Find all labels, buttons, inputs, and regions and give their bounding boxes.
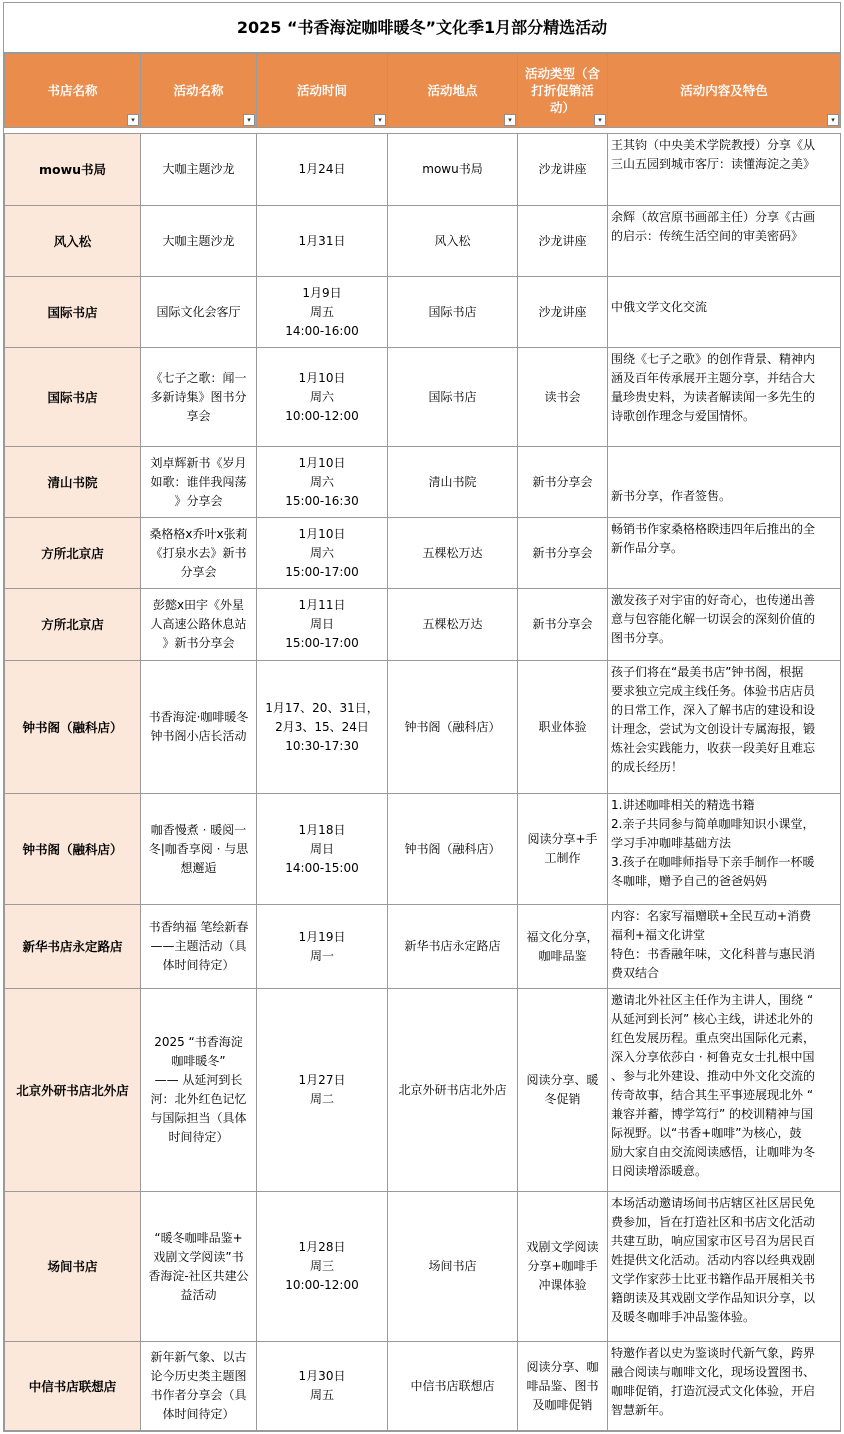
cell-activity-location[interactable] xyxy=(388,661,518,794)
cell-activity-description-line: 量珍贵史料，为读者解读闻一多先生的 xyxy=(611,390,816,404)
filter-dropdown-icon[interactable]: ▾ xyxy=(243,114,255,126)
cell-activity-type[interactable] xyxy=(518,134,608,206)
cell-activity-name-line: 彭懿x田宇《外星 xyxy=(152,598,245,612)
cell-activity-type[interactable] xyxy=(518,277,608,348)
filter-dropdown-icon[interactable]: ▾ xyxy=(127,114,139,126)
cell-store-name[interactable]: 钟书阁（融科店） xyxy=(5,794,141,905)
cell-store-name[interactable]: 中信书店联想店 xyxy=(5,1342,141,1431)
cell-activity-description[interactable] xyxy=(608,447,841,518)
cell-activity-description[interactable] xyxy=(608,348,841,447)
cell-activity-name-line: “暖冬咖啡品鉴+ xyxy=(154,1230,243,1245)
cell-activity-time[interactable] xyxy=(257,794,388,905)
cell-activity-time-line: 1月9日 xyxy=(302,285,342,300)
cell-activity-description-line: 王其钧（中央美术学院教授）分享《从 xyxy=(611,138,816,152)
cell-activity-location[interactable] xyxy=(388,134,518,206)
cell-activity-description-line: 文学作家莎士比亚书籍作品开展相关书 xyxy=(611,1272,816,1286)
table-body xyxy=(5,128,841,1431)
cell-activity-description[interactable] xyxy=(608,1342,841,1431)
cell-activity-time-line: 1月10日 xyxy=(298,455,346,470)
cell-activity-time[interactable] xyxy=(257,277,388,348)
table-row xyxy=(5,447,841,518)
cell-activity-time-line: 周五 xyxy=(309,304,334,319)
cell-activity-type-line: 冲课体验 xyxy=(538,1278,587,1292)
cell-activity-type-line: 及咖啡促销 xyxy=(532,1397,593,1412)
cell-activity-type-line: 阅读分享+手 xyxy=(527,832,598,846)
cell-activity-name-line: 分享会 xyxy=(180,564,217,579)
cell-activity-time-line: 14:00-15:00 xyxy=(285,860,359,875)
cell-activity-time[interactable] xyxy=(257,134,388,206)
cell-activity-description-line: 及暖冬咖啡手冲品鉴体验。 xyxy=(611,1310,756,1324)
cell-activity-name-line: 香海淀-社区共建公 xyxy=(148,1268,249,1283)
cell-store-name[interactable]: 新华书店永定路店 xyxy=(5,905,141,989)
cell-activity-time[interactable] xyxy=(257,661,388,794)
cell-activity-location-line: mowu书局 xyxy=(422,162,483,176)
cell-activity-location-line: 国际书店 xyxy=(428,389,477,404)
cell-activity-name-line: 与国际担当（具体 xyxy=(150,1111,247,1125)
cell-activity-name-line: 体时间待定） xyxy=(162,958,235,972)
cell-activity-name-line: 《七子之歌：闻一 xyxy=(150,370,247,385)
cell-store-name[interactable]: 钟书阁（融科店） xyxy=(5,661,141,794)
cell-activity-name-line: 《打泉水去》新书 xyxy=(150,545,247,560)
table-row xyxy=(5,589,841,661)
header-label: 活动类型（含打折促销活动） xyxy=(524,66,600,115)
cell-activity-time-line: 1月10日 xyxy=(298,526,346,541)
cell-activity-name-line: 如歌：谁伴我闯荡 xyxy=(150,474,247,489)
cell-activity-description-line: 共建互助，响应国家市区号召为居民百 xyxy=(611,1234,816,1248)
cell-activity-description-line: 费双结合 xyxy=(611,966,660,980)
cell-activity-description-line: 畅销书作家桑格格睽违四年后推出的全 xyxy=(611,522,816,536)
header-label: 书店名称 xyxy=(47,83,98,98)
cell-activity-time-line: 1月10日 xyxy=(298,370,346,385)
cell-activity-time-line: 周五 xyxy=(309,1388,334,1402)
header-row xyxy=(5,54,841,128)
cell-activity-name[interactable] xyxy=(141,989,257,1192)
cell-activity-name-line: 国际文化会客厅 xyxy=(156,304,241,319)
cell-activity-time-line: 1月24日 xyxy=(298,162,346,176)
cell-activity-description-line: 费参加，旨在打造社区和书店文化活动 xyxy=(611,1215,816,1229)
cell-activity-description-line: 余辉（故宫原书画部主任）分享《古画 xyxy=(611,210,816,224)
header-label: 活动时间 xyxy=(296,83,347,98)
cell-activity-description-line: 融合阅读与咖啡文化，现场设置图书、 xyxy=(611,1365,816,1379)
cell-activity-description-line: 3.孩子在咖啡师指导下亲手制作一杯暖 xyxy=(611,855,815,869)
cell-activity-type-line: 分享+咖啡手 xyxy=(527,1259,598,1273)
cell-activity-description[interactable] xyxy=(608,589,841,661)
cell-activity-time-line: 10:00-12:00 xyxy=(285,408,359,423)
header-label: 活动地点 xyxy=(427,83,478,98)
cell-activity-time-line: 周日 xyxy=(309,841,334,856)
cell-activity-time[interactable] xyxy=(257,447,388,518)
cell-activity-name-line: 大咖主题沙龙 xyxy=(162,233,235,248)
cell-activity-location-line: 钟书阁（融科店） xyxy=(404,841,501,856)
cell-activity-location[interactable] xyxy=(388,905,518,989)
header-location xyxy=(388,54,518,128)
cell-store-name[interactable]: 国际书店 xyxy=(5,348,141,447)
table-row xyxy=(5,134,841,206)
cell-activity-description-line: 2.亲子共同参与简单咖啡知识小课堂， xyxy=(611,817,815,831)
cell-activity-location-line: 新华书店永定路店 xyxy=(404,939,501,953)
cell-activity-description-line xyxy=(611,468,837,487)
cell-activity-time-line: 15:00-17:00 xyxy=(285,564,359,579)
cell-store-name[interactable]: 场间书店 xyxy=(5,1192,141,1342)
cell-activity-time-line: 1月19日 xyxy=(298,929,346,944)
cell-activity-name[interactable] xyxy=(141,794,257,905)
cell-activity-description-line: 兼容并蓄，博学笃行” 的校训精神与国 xyxy=(611,1107,814,1121)
cell-activity-time-line: 1月11日 xyxy=(298,598,346,612)
cell-activity-name-line: 戏剧文学阅读”书 xyxy=(153,1249,244,1264)
cell-activity-name-line: 河：北外红色记忆 xyxy=(150,1092,247,1106)
cell-activity-location[interactable] xyxy=(388,447,518,518)
cell-activity-time-line: 14:00-16:00 xyxy=(285,323,359,338)
cell-activity-description[interactable] xyxy=(608,1192,841,1342)
cell-activity-description-line: 邀请北外社区主任作为主讲人，围绕 “ xyxy=(611,993,814,1007)
table-row xyxy=(5,661,841,794)
cell-activity-name-line: 冬|咖香享阅 · 与思 xyxy=(148,841,249,856)
cell-activity-time-line: 1月17、20、31日， xyxy=(265,700,379,715)
cell-activity-type-line: 啡品鉴、图书 xyxy=(526,1378,599,1393)
table-row xyxy=(5,905,841,989)
cell-activity-type-line: 沙龙讲座 xyxy=(538,162,587,176)
cell-activity-description-line: 、参与北外建设、推动中外文化交流的 xyxy=(611,1069,816,1083)
header-activity xyxy=(141,54,257,128)
cell-store-name[interactable]: 北京外研书店北外店 xyxy=(5,989,141,1192)
cell-activity-location[interactable] xyxy=(388,589,518,661)
activity-table xyxy=(4,53,841,1431)
cell-activity-time-line: 1月31日 xyxy=(298,233,346,248)
cell-activity-type[interactable] xyxy=(518,1192,608,1342)
cell-activity-name-line: 咖香慢煮 · 暖阅一 xyxy=(150,822,247,837)
filter-dropdown-icon[interactable]: ▾ xyxy=(827,114,839,126)
cell-activity-time[interactable] xyxy=(257,989,388,1192)
cell-activity-description-line: 要求独立完成主线任务。体验书店店员 xyxy=(611,684,816,698)
cell-activity-time-line: 2月3、15、24日 xyxy=(275,719,369,734)
cell-activity-location[interactable] xyxy=(388,989,518,1192)
cell-activity-type[interactable] xyxy=(518,348,608,447)
cell-activity-name-line: 论今历史类主题图 xyxy=(150,1369,247,1383)
cell-activity-description-line: 红色发展历程。重点突出国际化元素， xyxy=(611,1031,816,1045)
cell-activity-location-line: 清山书院 xyxy=(428,474,477,489)
cell-store-name[interactable]: 风入松 xyxy=(5,206,141,277)
cell-activity-time-line: 15:00-16:30 xyxy=(285,493,359,508)
cell-activity-time[interactable] xyxy=(257,905,388,989)
cell-activity-type-line: 新书分享会 xyxy=(532,617,593,631)
cell-activity-time-line: 周二 xyxy=(309,1092,334,1106)
cell-activity-description-line xyxy=(611,449,837,468)
cell-activity-location[interactable] xyxy=(388,794,518,905)
header-description xyxy=(608,54,841,128)
cell-activity-time[interactable] xyxy=(257,1342,388,1431)
cell-activity-description-line: 孩子们将在“最美书店”钟书阁，根据 xyxy=(611,665,804,679)
table-row xyxy=(5,794,841,905)
cell-activity-location[interactable] xyxy=(388,206,518,277)
cell-activity-description-line: 激发孩子对宇宙的好奇心，也传递出善 xyxy=(611,593,816,607)
cell-activity-name-line: 书作者分享会（具 xyxy=(150,1388,247,1402)
spreadsheet xyxy=(3,2,841,1432)
cell-activity-type[interactable] xyxy=(518,447,608,518)
cell-activity-description[interactable] xyxy=(608,277,841,348)
cell-activity-description-line: 围绕《七子之歌》的创作背景、精神内 xyxy=(611,352,816,366)
cell-activity-name-line: 想邂逅 xyxy=(180,860,217,875)
cell-activity-location-line: 场间书店 xyxy=(428,1259,477,1273)
cell-activity-time-line: 周六 xyxy=(309,545,334,560)
table-row xyxy=(5,518,841,589)
cell-activity-time[interactable] xyxy=(257,206,388,277)
cell-activity-location-line: 钟书阁（融科店） xyxy=(404,719,501,734)
cell-activity-location-line: 国际书店 xyxy=(428,304,477,319)
cell-store-name[interactable]: mowu书局 xyxy=(5,134,141,206)
filter-dropdown-icon[interactable]: ▾ xyxy=(374,114,386,126)
cell-activity-description-line: 炼社会实践能力，收获一段美好且难忘 xyxy=(611,741,816,755)
cell-activity-type[interactable] xyxy=(518,989,608,1192)
cell-activity-description-line: 计理念，尝试为文创设计专属海报，锻 xyxy=(611,722,816,736)
cell-activity-description[interactable] xyxy=(608,518,841,589)
cell-activity-type-line: 咖啡品鉴 xyxy=(538,948,587,963)
cell-activity-description[interactable] xyxy=(608,905,841,989)
cell-activity-name-line: 书香海淀·咖啡暖冬 xyxy=(148,710,249,724)
cell-activity-name-line: 享会 xyxy=(186,408,211,423)
cell-activity-time[interactable] xyxy=(257,589,388,661)
cell-activity-type-line: 冬促销 xyxy=(544,1092,581,1106)
cell-store-name[interactable]: 方所北京店 xyxy=(5,589,141,661)
cell-activity-description-line: 励大家自由交流阅读感悟，让咖啡为冬 xyxy=(611,1145,816,1159)
cell-activity-description-line: 特色：书香融年味，文化科普与惠民消 xyxy=(611,947,816,961)
header-type xyxy=(518,54,608,128)
cell-activity-name[interactable] xyxy=(141,348,257,447)
cell-activity-time-line: 1月27日 xyxy=(298,1073,346,1087)
cell-activity-type-line: 阅读分享、咖 xyxy=(526,1359,599,1374)
cell-activity-time-line: 周三 xyxy=(309,1259,334,1273)
cell-activity-name-line: 时间待定） xyxy=(168,1130,229,1144)
cell-activity-type-line: 福文化分享， xyxy=(526,929,599,944)
cell-activity-description-line: 三山五园到城市客厅：读懂海淀之美》 xyxy=(611,157,816,171)
cell-activity-name-line: ——主题活动（具 xyxy=(150,939,247,953)
cell-activity-description-line: 学习手冲咖啡基础方法 xyxy=(611,836,732,850)
cell-activity-description-line: 冬咖啡，赠予自己的爸爸妈妈 xyxy=(611,874,768,888)
cell-activity-type[interactable] xyxy=(518,905,608,989)
cell-activity-name[interactable] xyxy=(141,589,257,661)
cell-activity-name-line: 益活动 xyxy=(180,1287,217,1302)
cell-activity-description-line: 福利+福文化讲堂 xyxy=(611,928,706,942)
cell-activity-description-line: 涵及百年传承展开主题分享，并结合大 xyxy=(611,371,816,385)
cell-activity-type-line: 阅读分享、暖 xyxy=(526,1073,599,1087)
cell-activity-name[interactable] xyxy=(141,277,257,348)
cell-activity-location-line: 五棵松万达 xyxy=(422,617,483,631)
cell-activity-description[interactable] xyxy=(608,794,841,905)
cell-activity-description-line: 智慧新年。 xyxy=(611,1403,672,1417)
table-row xyxy=(5,277,841,348)
cell-activity-time[interactable] xyxy=(257,348,388,447)
cell-activity-location-line: 风入松 xyxy=(434,233,471,248)
cell-activity-description-line: 从延河到长河” 核心主线，讲述北外的 xyxy=(611,1012,814,1026)
table-row xyxy=(5,1192,841,1342)
cell-activity-time-line: 周日 xyxy=(309,617,334,631)
cell-activity-time-line: 周六 xyxy=(309,474,334,489)
cell-activity-name-line: 咖啡暖冬” xyxy=(171,1054,226,1068)
cell-activity-description-line: 的启示：传统生活空间的审美密码》 xyxy=(611,229,804,243)
cell-activity-name[interactable] xyxy=(141,905,257,989)
cell-activity-location[interactable] xyxy=(388,277,518,348)
cell-activity-description-line: 日阅读增添暖意。 xyxy=(611,1164,708,1178)
cell-activity-description-line: 的成长经历！ xyxy=(611,760,684,774)
header-label: 活动名称 xyxy=(173,83,224,98)
cell-activity-type[interactable] xyxy=(518,1342,608,1431)
cell-activity-location-line: 北京外研书店北外店 xyxy=(398,1082,507,1097)
table-row xyxy=(5,348,841,447)
cell-activity-description-line: 咖啡促销，打造沉浸式文化体验，开启 xyxy=(611,1384,816,1398)
cell-activity-time[interactable] xyxy=(257,1192,388,1342)
cell-activity-name-line: —— 从延河到长 xyxy=(154,1073,243,1087)
cell-activity-type[interactable] xyxy=(518,206,608,277)
cell-activity-location[interactable] xyxy=(388,348,518,447)
cell-activity-time-line: 1月28日 xyxy=(298,1240,346,1254)
cell-activity-description-line: 姓提供文化活动。活动内容以经典戏剧 xyxy=(611,1253,816,1267)
cell-activity-type-line: 沙龙讲座 xyxy=(538,233,587,248)
cell-store-name[interactable]: 清山书院 xyxy=(5,447,141,518)
cell-activity-description-line: 籍朗读及其戏剧文学作品知识分享，以 xyxy=(611,1291,816,1305)
cell-activity-type[interactable] xyxy=(518,661,608,794)
cell-activity-type-line: 职业体验 xyxy=(538,719,587,734)
filter-dropdown-icon[interactable]: ▾ xyxy=(594,114,606,126)
table-row xyxy=(5,206,841,277)
page-title: 2025 “书香海淀咖啡暖冬”文化季1月部分精选活动 xyxy=(4,3,840,53)
cell-activity-type-line: 新书分享会 xyxy=(532,545,593,560)
cell-activity-name-line: 刘卓辉新书《岁月 xyxy=(150,455,247,470)
cell-activity-time-line: 1月30日 xyxy=(298,1369,346,1383)
cell-activity-type-line: 工制作 xyxy=(544,851,581,865)
cell-activity-location[interactable] xyxy=(388,518,518,589)
cell-activity-location-line: 中信书店联想店 xyxy=(410,1378,495,1393)
cell-activity-description[interactable] xyxy=(608,134,841,206)
cell-activity-time-line: 1月18日 xyxy=(298,822,346,837)
cell-activity-time-line: 10:00-12:00 xyxy=(285,1278,359,1292)
cell-activity-description[interactable] xyxy=(608,206,841,277)
cell-activity-name-line: 书香纳福 笔绘新春 xyxy=(148,920,249,934)
cell-activity-location[interactable] xyxy=(388,1192,518,1342)
cell-activity-description-line: 际视野。以“书香+咖啡”为核心，鼓 xyxy=(611,1126,802,1140)
table-row xyxy=(5,989,841,1192)
cell-activity-location-line: 五棵松万达 xyxy=(422,545,483,560)
cell-activity-name-line: 新年新气象、以古 xyxy=(150,1350,247,1364)
cell-activity-type[interactable] xyxy=(518,518,608,589)
cell-activity-name[interactable] xyxy=(141,1192,257,1342)
cell-activity-type-line: 沙龙讲座 xyxy=(538,304,587,319)
cell-activity-name-line: 钟书阁小店长活动 xyxy=(150,729,247,743)
cell-activity-time-line: 周一 xyxy=(309,948,334,963)
cell-activity-time[interactable] xyxy=(257,518,388,589)
cell-activity-description-line: 新书分享，作者签售。 xyxy=(611,489,732,503)
cell-activity-description-line: 深入分享依莎白 · 柯鲁克女士扎根中国 xyxy=(611,1050,815,1064)
cell-activity-name[interactable] xyxy=(141,206,257,277)
cell-store-name[interactable]: 方所北京店 xyxy=(5,518,141,589)
cell-activity-name-line: 2025 “书香海淀 xyxy=(154,1035,243,1049)
cell-activity-name[interactable] xyxy=(141,447,257,518)
cell-activity-description-line: 特邀作者以史为鉴谈时代新气象，跨界 xyxy=(611,1346,816,1360)
cell-activity-description-line: 图书分享。 xyxy=(611,631,672,645)
cell-activity-description[interactable] xyxy=(608,989,841,1192)
filter-dropdown-icon[interactable]: ▾ xyxy=(504,114,516,126)
cell-activity-description-line: 新作品分享。 xyxy=(611,541,684,555)
cell-activity-name-line: 》分享会 xyxy=(174,493,223,508)
header-label: 活动内容及特色 xyxy=(680,83,768,98)
cell-activity-description-line: 的日常工作，深入了解书店的建设和设 xyxy=(611,703,816,717)
cell-activity-description-line: 本场活动邀请场间书店辖区社区居民免 xyxy=(611,1196,816,1210)
table-row xyxy=(5,1342,841,1431)
cell-activity-description-line: 内容：名家写福赠联+全民互动+消费 xyxy=(611,909,812,923)
cell-activity-type-line: 新书分享会 xyxy=(532,474,593,489)
cell-activity-name-line: 体时间待定） xyxy=(162,1407,235,1421)
cell-activity-description-line xyxy=(611,279,837,298)
cell-activity-time-line: 15:00-17:00 xyxy=(285,636,359,650)
cell-activity-description-line: 意与包容能化解一切误会的深刻价值的 xyxy=(611,612,816,626)
cell-activity-description-line: 1.讲述咖啡相关的精选书籍 xyxy=(611,798,755,812)
cell-activity-name[interactable] xyxy=(141,1342,257,1431)
cell-activity-description-line: 诗歌创作理念与爱国情怀。 xyxy=(611,409,756,423)
cell-activity-name[interactable] xyxy=(141,134,257,206)
header-store xyxy=(5,54,141,128)
cell-activity-name-line: 人高速公路休息站 xyxy=(150,617,247,631)
cell-activity-description[interactable] xyxy=(608,661,841,794)
cell-activity-name-line: 》新书分享会 xyxy=(162,636,235,650)
cell-activity-name-line: 桑格格x乔叶x张莉 xyxy=(149,526,248,541)
cell-activity-type[interactable] xyxy=(518,589,608,661)
cell-activity-type-line: 读书会 xyxy=(544,389,581,404)
header-time xyxy=(257,54,388,128)
cell-activity-time-line: 周六 xyxy=(309,389,334,404)
cell-activity-description-line: 中俄文学文化交流 xyxy=(611,300,708,314)
cell-activity-name[interactable] xyxy=(141,518,257,589)
cell-activity-type[interactable] xyxy=(518,794,608,905)
cell-activity-location[interactable] xyxy=(388,1342,518,1431)
cell-activity-name-line: 多新诗集》图书分 xyxy=(150,389,247,404)
cell-activity-time-line: 10:30-17:30 xyxy=(285,738,359,753)
cell-activity-type-line: 戏剧文学阅读 xyxy=(526,1240,599,1254)
cell-store-name[interactable]: 国际书店 xyxy=(5,277,141,348)
cell-activity-description-line: 传奇故事，结合其生平事迹展现北外 “ xyxy=(611,1088,814,1102)
cell-activity-name-line: 大咖主题沙龙 xyxy=(162,162,235,176)
cell-activity-name[interactable] xyxy=(141,661,257,794)
